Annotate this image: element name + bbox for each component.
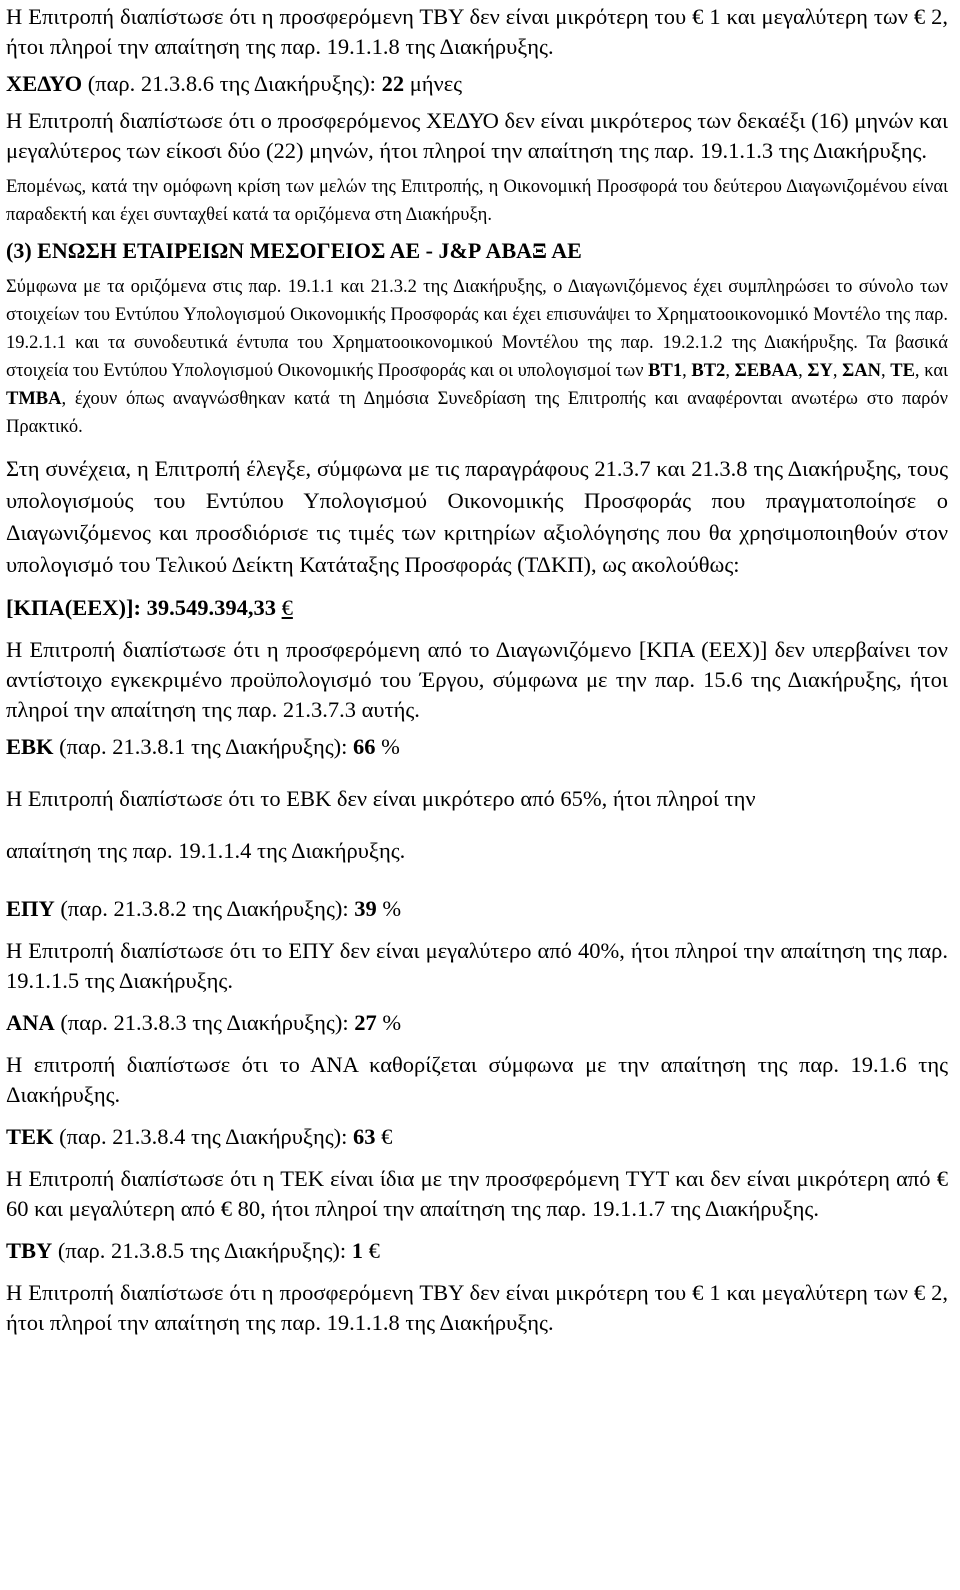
- section-title: (3) ΕΝΩΣΗ ΕΤΑΙΡΕΙΩΝ ΜΕΣΟΓΕΙΟΣ ΑΕ - J&P ΑΒΑΞ ΑΕ: [6, 238, 582, 263]
- paragraph-evk-check-line2: απαίτηση της παρ. 19.1.1.4 της Διακήρυξης.: [6, 838, 406, 863]
- paragraph-tby-check-top: Η Επιτροπή διαπίστωσε ότι η προσφερόμενη ΤΒΥ δεν είναι μικρότερη του € 1 και μεγαλύτερη των € 2, ήτοι πληροί την απαίτηση της παρ. 19.1.1.8 της Διακήρυξης.: [6, 4, 948, 59]
- tek-value: 63: [353, 1124, 376, 1149]
- paragraph-epy-check: Η Επιτροπή διαπίστωσε ότι το ΕΠΥ δεν είναι μεγαλύτερο από 40%, ήτοι πληροί την απαίτηση της παρ. 19.1.1.5 της Διακήρυξης.: [6, 938, 948, 993]
- term-sy: ΣΥ: [807, 361, 833, 381]
- paragraph-ana-check: Η επιτροπή διαπίστωσε ότι το ΑΝΑ καθορίζεται σύμφωνα με την απαίτηση της παρ. 19.1.6 της Διακήρυξης.: [6, 1052, 948, 1107]
- section-text-end: , έχουν όπως αναγνώσθηκαν κατά τη Δημόσια Συνεδρίαση της Επιτροπής και αναφέρονται ανωτέρω στο παρόν Πρακτικό.: [6, 389, 948, 437]
- paragraph-kpa-check: Η Επιτροπή διαπίστωσε ότι η προσφερόμενη από το Διαγωνιζόμενο [ΚΠΑ (ΕΕΧ)] δεν υπερβαίνει τον αντίστοιχο εγκεκριμένο προϋπολογισμό του Έργου, σύμφωνα με την παρ. 15.6 της Διακήρυξης, ήτοι πληροί την απαίτηση της παρ. 21.3.7.3 αυτής.: [6, 637, 948, 722]
- xedyo-value: 22: [381, 71, 405, 96]
- ana-label: ΑΝΑ: [6, 1010, 55, 1035]
- paragraph-calc-intro: Στη συνέχεια, η Επιτροπή έλεγξε, σύμφωνα με τις παραγράφους 21.3.7 και 21.3.8 της Διακήρυξης, τους υπολογισμούς του Εντύπου Υπολογισμού Οικονομικής Προσφοράς που πραγματοποίησε ο Διαγωνιζόμενος και προσδιόρισε τις τιμές των κριτηρίων αξιολόγησης που θα χρησιμοποιηθούν στον υπολογισμό του Τελικού Δείκτη Κατάταξης Προσφοράς (ΤΔΚΠ), ως ακολούθως:: [6, 456, 948, 577]
- paragraph-xedyo-check: Η Επιτροπή διαπίστωσε ότι ο προσφερόμενος ΧΕΔΥΟ δεν είναι μικρότερος των δεκαέξι (16) μηνών και μεγαλύτερος των είκοσι δύο (22) μηνών, ήτοι πληροί την απαίτηση της παρ. 19.1.1.3 της Διακήρυξης.: [6, 108, 948, 163]
- tek-ref: (παρ. 21.3.8.4 της Διακήρυξης):: [53, 1124, 353, 1149]
- ana-heading: [6, 1008, 948, 1038]
- term-bt2: ΒΤ2: [691, 361, 726, 381]
- term-te: ΤΕ: [890, 361, 915, 381]
- euro-symbol: €: [281, 595, 293, 620]
- term-sevaa: ΣΕΒΑΑ: [734, 361, 799, 381]
- evk-label: ΕΒΚ: [6, 734, 54, 759]
- evk-unit: %: [375, 734, 400, 759]
- epy-value: 39: [354, 896, 377, 921]
- tby-heading: [6, 1236, 948, 1266]
- epy-label: ΕΠΥ: [6, 896, 55, 921]
- evk-ref: (παρ. 21.3.8.1 της Διακήρυξης):: [53, 734, 353, 759]
- term-san: ΣΑΝ: [842, 361, 881, 381]
- term-tmva: ΤΜΒΑ: [6, 389, 62, 409]
- xedyo-label: ΧΕΔΥΟ: [6, 71, 83, 96]
- tek-label: ΤΕΚ: [6, 1124, 54, 1149]
- tek-unit: €: [375, 1124, 393, 1149]
- term-bt1: ΒΤ1: [648, 361, 683, 381]
- paragraph-section-details: Σύμφωνα με τα οριζόμενα στις παρ. 19.1.1 και 21.3.2 της Διακήρυξης, ο Διαγωνιζόμενος έχει συμπληρώσει το σύνολο των στοιχείων του Εντύπου Υπολογισμού Οικονομικής Προσφοράς και έχει επισυνάψει το Χρηματοοικονομικό Μοντέλο της παρ. 19.2.1.1 και τα συνοδευτικά έντυπα του Χρηματοοικονομικού Μοντέλου της παρ. 19.2.1.2 της Διακήρυξης. Τα βασικά στοιχεία του Εντύπου Υπολογισμού Οικονομικής Προσφοράς και οι υπολογισμοί των ΒΤ1, ΒΤ2, ΣΕΒΑΑ, ΣΥ, ΣΑΝ, ΤΕ, και ΤΜΒΑ, έχουν όπως αναγνώσθηκαν κατά τη Δημόσια Συνεδρίαση της Επιτροπής και αναφέρονται ανωτέρω στο παρόν Πρακτικό.: [6, 277, 949, 437]
- tby-unit: €: [362, 1238, 380, 1263]
- ana-ref: (παρ. 21.3.8.3 της Διακήρυξης):: [54, 1010, 355, 1035]
- evk-value: 66: [353, 734, 376, 759]
- tby-ref: (παρ. 21.3.8.5 της Διακήρυξης):: [52, 1238, 352, 1263]
- paragraph-tby-check-bottom: Η Επιτροπή διαπίστωσε ότι η προσφερόμενη ΤΒΥ δεν είναι μικρότερη του € 1 και μεγαλύτερη των € 2, ήτοι πληροί την απαίτηση της παρ. 19.1.1.8 της Διακήρυξης.: [6, 1280, 948, 1335]
- tby-value: 1: [351, 1238, 363, 1263]
- kpa-heading: [6, 593, 948, 623]
- epy-heading: [6, 894, 948, 924]
- paragraph-evk-check-line1: Η Επιτροπή διαπίστωσε ότι το ΕΒΚ δεν είναι μικρότερο από 65%, ήτοι πληροί την: [6, 786, 756, 811]
- xedyo-heading: [6, 69, 948, 99]
- ana-value: 27: [354, 1010, 377, 1035]
- paragraph-tek-check: Η Επιτροπή διαπίστωσε ότι η ΤΕΚ είναι ίδια με την προσφερόμενη ΤΥΤ και δεν είναι μικρότερη από € 60 και μεγαλύτερη από € 80, ήτοι πληροί την απαίτηση της παρ. 19.1.1.7 της Διακήρυξης.: [6, 1166, 948, 1221]
- kpa-label: [ΚΠΑ(ΕΕΧ)]: 39.549.394,33: [6, 595, 282, 620]
- tek-heading: [6, 1122, 948, 1152]
- epy-unit: %: [376, 896, 402, 921]
- evk-heading: [6, 732, 948, 762]
- paragraph-conclusion: Επομένως, κατά την ομόφωνη κρίση των μελών της Επιτροπής, η Οικονομική Προσφορά του δεύτερου Διαγωνιζομένου είναι παραδεκτή και έχει συνταχθεί κατά τα οριζόμενα στη Διακήρυξη.: [6, 177, 948, 225]
- xedyo-unit: μήνες: [404, 71, 463, 96]
- tby-label: ΤΒΥ: [6, 1238, 53, 1263]
- ana-unit: %: [376, 1010, 402, 1035]
- section-text-a: Σύμφωνα με τα οριζόμενα στις παρ. 19.1.1 και 21.3.2 της Διακήρυξης, ο Διαγωνιζόμενος έχει συμπληρώσει το σύνολο των στοιχείων του Εντύπου Υπολογισμού Οικονομικής Προσφοράς και έχει επισυνάψει το Χρηματοοικονομικό Μοντέλο της παρ. 19.2.1.1 και τα συνοδευτικά έντυπα του Χρηματοοικονομικού Μοντέλου της παρ. 19.2.1.2 της Διακήρυξης. Τα βασικά στοιχεία του Εντύπου Υπολογισμού Οικονομικής Προσφοράς και οι υπολογισμοί των: [6, 277, 948, 381]
- xedyo-ref: (παρ. 21.3.8.6 της Διακήρυξης):: [82, 71, 382, 96]
- section-heading: [6, 236, 948, 266]
- epy-ref: (παρ. 21.3.8.2 της Διακήρυξης):: [54, 896, 355, 921]
